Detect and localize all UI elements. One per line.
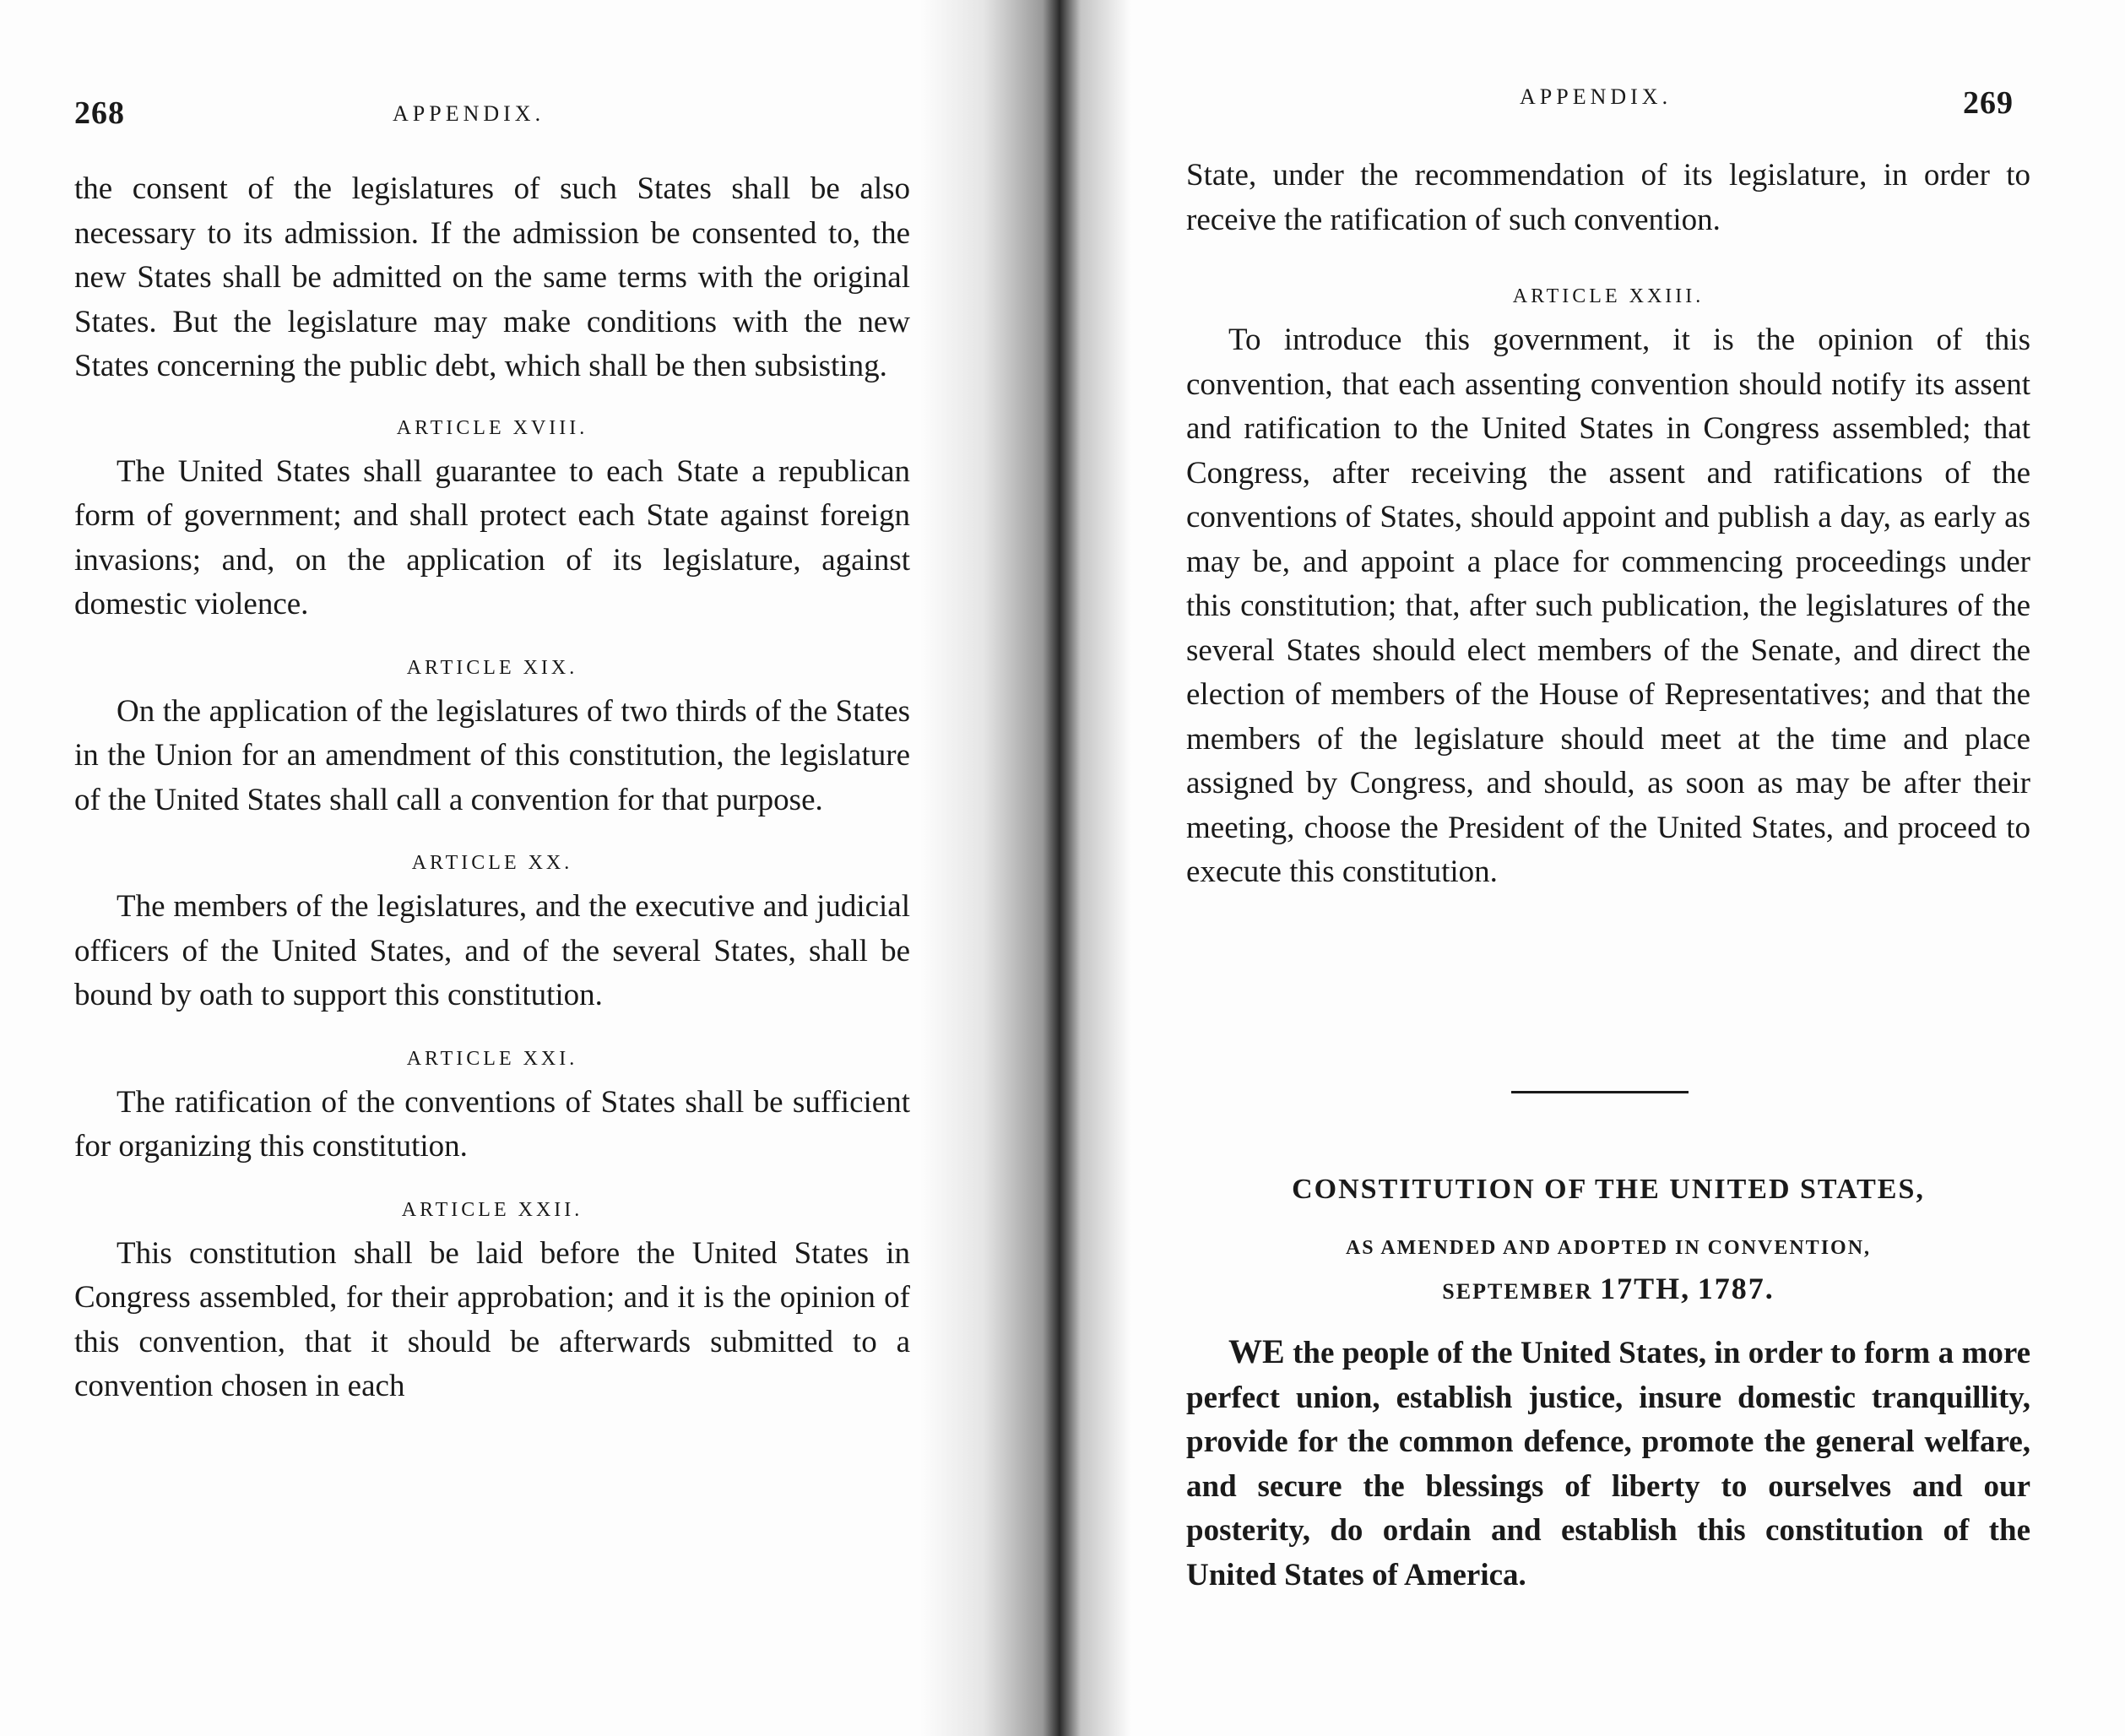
date-year: 1787.: [1697, 1272, 1775, 1305]
constitution-subtitle: AS AMENDED AND ADOPTED IN CONVENTION,: [1345, 1237, 1872, 1259]
date-day: 17TH,: [1600, 1272, 1691, 1305]
right-text-block: [1186, 154, 2030, 895]
preamble-paragraph: [1186, 1330, 2030, 1598]
article-heading: ARTICLE XXI.: [406, 1047, 578, 1070]
left-text-block: [74, 167, 910, 1409]
article-text: The United States shall guarantee to each State a republican form of government; and shall protect each State against foreign invasions; and, on the application of its legislature, against domestic violence.: [74, 453, 910, 621]
article-heading: ARTICLE XX.: [411, 852, 573, 874]
section-divider: [1511, 1091, 1689, 1093]
constitution-title: CONSTITUTION OF THE UNITED STATES,: [1292, 1174, 1925, 1205]
article-text: To introduce this government, it is the opinion of this convention, that each assenting convention should notify its assent and ratification to the United States in Congress assembled; that Congress, after receiving the assent and ratifications of the conventions of States, should appoint and publish a day, as early as may be, and appoint a place for commencing proceedings under this constitution; that, after such publication, the legislatures of the several States should elect members of the Senate, and direct the election of members of the House of Representatives; and that the members of the legislature should meet at the time and place assigned by Congress, and should, as soon as may be after their meeting, choose the President of the United States, and proceed to execute this constitution.: [1186, 323, 2030, 889]
article-heading: ARTICLE XXII.: [401, 1198, 583, 1221]
preamble-block: [1186, 1330, 2030, 1598]
preamble-initial: WE: [1228, 1332, 1285, 1370]
article-heading: ARTICLE XVIII.: [396, 416, 588, 439]
left-page: [0, 0, 996, 1736]
right-page: [1064, 0, 2125, 1736]
page-number: 268: [74, 95, 125, 131]
running-head: APPENDIX.: [393, 101, 545, 126]
continuation-paragraph: the consent of the legislatures of such States shall be also necessary to its admission. If the admission be consented to, the new States shall be admitted on the same terms with the original States. But the legislature may make conditions with the new States concerning the public debt, which shall be then subsisting.: [74, 171, 910, 383]
article-heading: ARTICLE XIX.: [406, 656, 578, 679]
article-text: This constitution shall be laid before the United States in Congress assembled, for their approbation; and it is the opinion of this convention, that it should be afterwards submitted to a convention chosen in each: [74, 1235, 910, 1403]
page-number: 269: [1963, 85, 2014, 121]
running-head: APPENDIX.: [1520, 84, 1672, 109]
article-text: On the application of the legislatures of two thirds of the States in the Union for an amendment of this constitution, the legislature of the United States shall call a convention for that purpose.: [74, 693, 910, 817]
preamble-text: the people of the United States, in order to form a more perfect union, establish justice, insure domestic tranquillity, provide for the common defence, promote the general welfare, and secure the blessings of liberty to ourselves and our posterity, do ordain and establish this constitution of the United States of America.: [1186, 1336, 2030, 1592]
date-month: SEPTEMBER: [1442, 1279, 1593, 1304]
article-text: The ratification of the conventions of States shall be sufficient for organizing this constitution.: [74, 1084, 910, 1164]
continuation-paragraph: State, under the recommendation of its legislature, in order to receive the ratification of such convention.: [1186, 158, 2030, 237]
article-text: The members of the legislatures, and the executive and judicial officers of the United States, and of the several States, shall be bound by oath to support this constitution.: [74, 889, 910, 1012]
constitution-date: [1186, 1271, 2030, 1306]
article-heading: ARTICLE XXIII.: [1512, 285, 1705, 307]
